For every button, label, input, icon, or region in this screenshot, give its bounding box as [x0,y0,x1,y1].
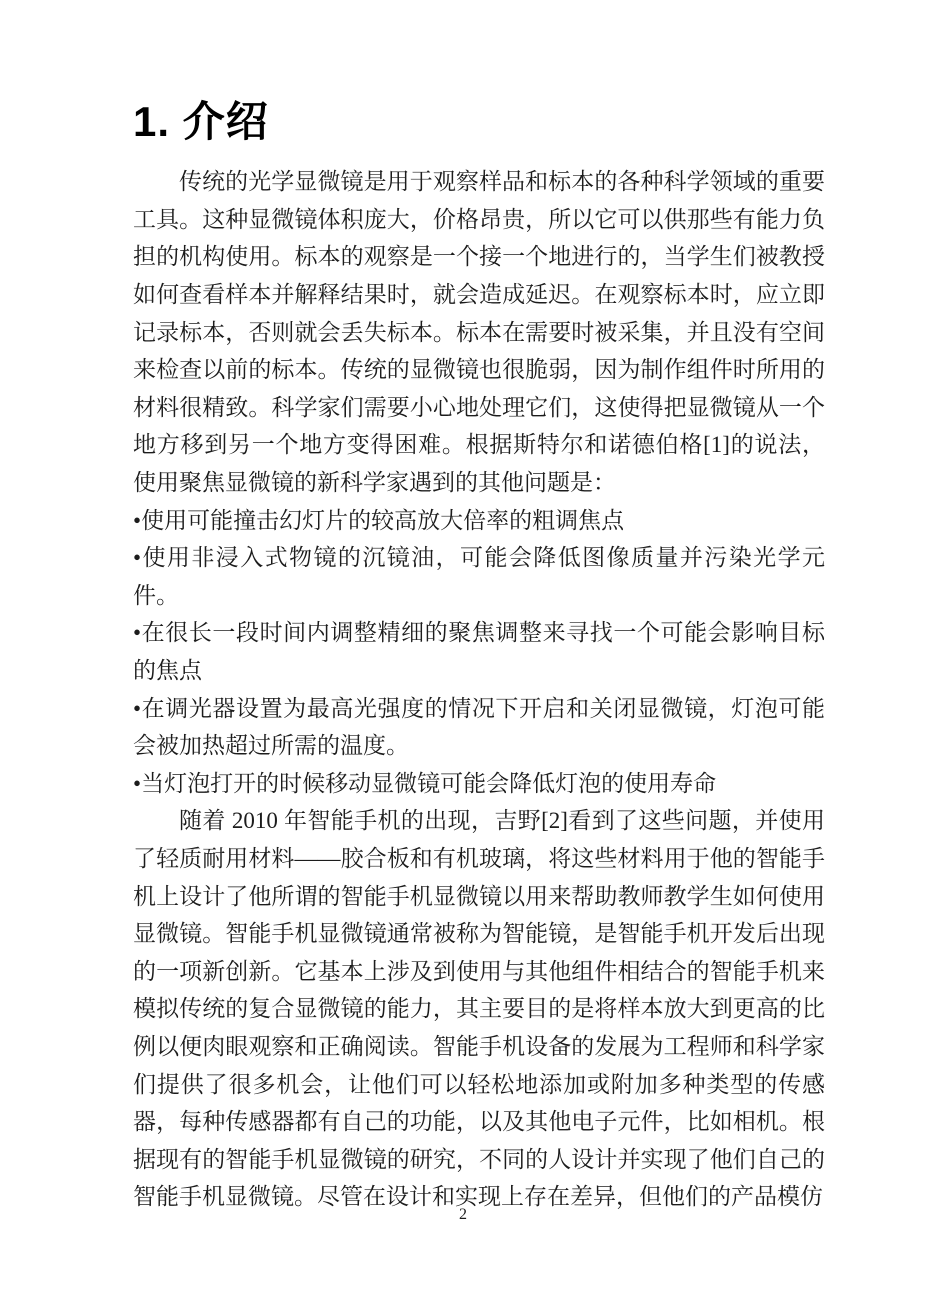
bullet-item [133,539,825,614]
page-number: 2 [459,1206,467,1223]
bullet-text: 在很长一段时间内调整精细的聚焦调整来寻找一个可能会影响目标的焦点 [133,620,825,684]
intro-paragraph: 传统的光学显微镜是用于观察样品和标本的各种科学领域的重要工具。这种显微镜体积庞大，价格昂贵，所以它可以供那些有能力负担的机构使用。标本的观察是一个接一个地进行的，当学生们被教授如何查看样本并解释结果时，就会造成延迟。在观察标本时，应立即记录标本，否则就会丢失标本。标本在需要时被采集，并且没有空间来检查以前的标本。传统的显微镜也很脆弱，因为制作组件时所用的材料很精致。科学家们需要小心地处理它们，这使得把显微镜从一个地方移到另一个地方变得困难。根据斯特尔和诺德伯格[1]的说法，使用聚焦显微镜的新科学家遇到的其他问题是： [133,169,825,496]
bullet-item [133,765,825,803]
bullet-item [133,502,825,540]
document-content [133,98,825,1216]
bullet-icon: • [133,695,142,721]
bullet-text: 使用可能撞击幻灯片的较高放大倍率的粗调焦点 [141,507,625,533]
bullet-text: 当灯泡打开的时候移动显微镜可能会降低灯泡的使用寿命 [141,770,717,796]
section-heading: 1. 介绍 [133,98,269,145]
bullet-item [133,690,825,765]
bullet-list [133,502,825,803]
bullet-icon: • [133,620,142,646]
bullet-icon: • [133,507,142,533]
bullet-icon: • [133,545,142,571]
smartphone-paragraph: 随着 2010 年智能手机的出现，吉野[2]看到了这些问题，并使用了轻质耐用材料——胶合板和有机玻璃，将这些材料用于他的智能手机上设计了他所谓的智能手机显微镜以用来帮助教师教学生如何使用显微镜。智能手机显微镜通常被称为智能镜，是智能手机开发后出现的一项新创新。它基本上涉及到使用与其他组件相结合的智能手机来模拟传统的复合显微镜的能力，其主要目的是将样本放大到更高的比例以便肉眼观察和正确阅读。智能手机设备的发展为工程师和科学家们提供了很多机会，让他们可以轻松地添加或附加多种类型的传感器，每种传感器都有自己的功能，以及其他电子元件，比如相机。根据现有的智能手机显微镜的研究，不同的人设计并实现了他们自己的智能手机显微镜。尽管在设计和实现上存在差异，但他们的产品模仿 [133,808,825,1210]
bullet-text: 在调光器设置为最高光强度的情况下开启和关闭显微镜，灯泡可能会被加热超过所需的温度。 [133,695,825,759]
bullet-icon: • [133,770,142,796]
bullet-item [133,614,825,689]
bullet-text: 使用非浸入式物镜的沉镜油，可能会降低图像质量并污染光学元件。 [133,545,825,608]
